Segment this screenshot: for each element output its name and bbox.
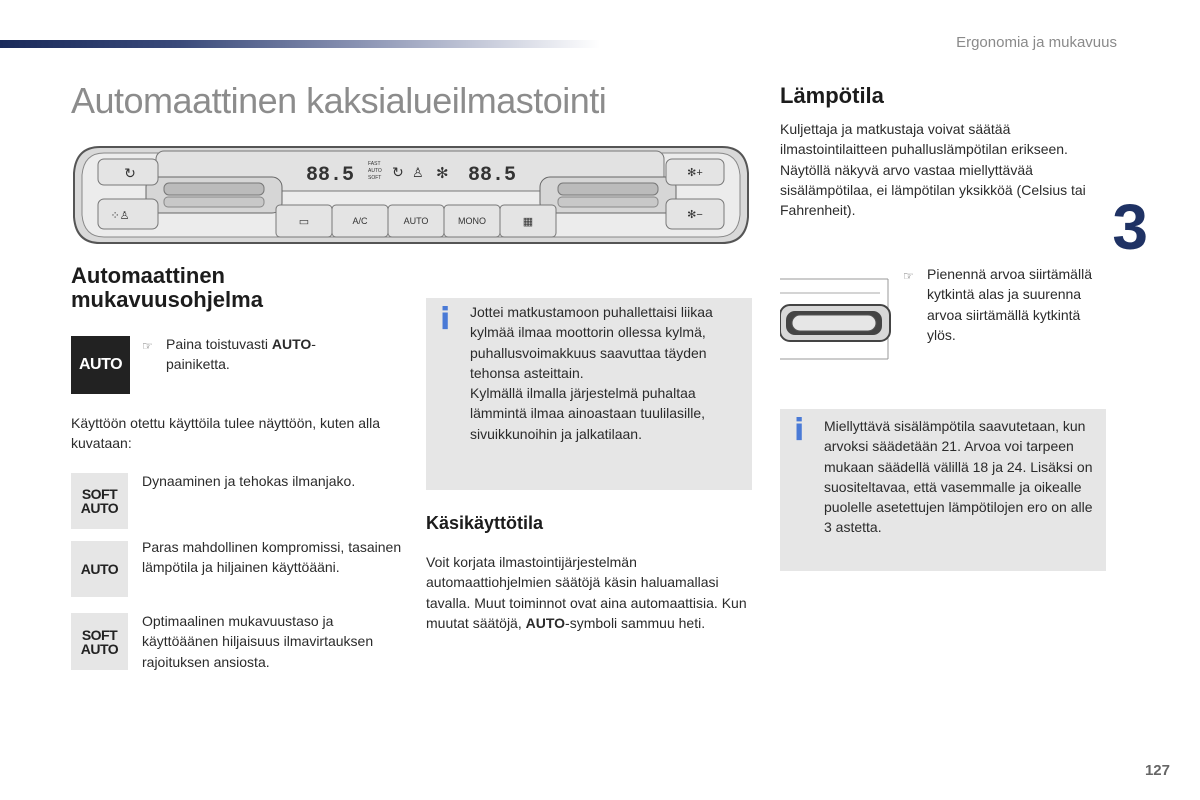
auto-program-section: [71, 264, 371, 312]
info-box-cold-start: [426, 298, 752, 490]
svg-text:AUTO: AUTO: [403, 216, 429, 226]
info-paragraph: Miellyttävä sisälämpötila saavutetaan, kun arvoksi säädetään 21. Arvoa voi tarpeen mukaan säädellä välillä 18 ja 24. Lisäksi on suositeltavaa, että vasemmalle ja oikealle puolelle asetettujen lämpötilojen ero on alle 3 astetta.: [824, 418, 1093, 536]
svg-text:FAST: FAST: [368, 161, 381, 167]
rear-defrost-icon: ▭: [298, 216, 310, 228]
info-paragraph: Kylmällä ilmalla järjestelmä puhaltaa lämmintä ilmaa ainoastaan tuulilasille, sivuikkunoihin ja jalkatilaan.: [470, 385, 706, 442]
manual-mode-text: Voit korjata ilmastointijärjestelmän automaattiohjelmien säätöjä käsin haluamallasi tavalla. Muut toiminnot ovat aina automaattisia. Kun muutat säätöjä, AUTO-symboli sammuu heti.: [426, 554, 747, 631]
manual-mode-heading: Käsikäyttötila: [426, 513, 544, 533]
fan-decrease-icon: ✻−: [687, 209, 703, 221]
page-number: 127: [1144, 762, 1170, 779]
info-box-comfort-temp: [780, 409, 1106, 571]
airflow-display-icon: ♙: [412, 165, 424, 180]
auto-program-heading: Automaattinen mukavuusohjelma: [71, 263, 263, 312]
seat-airflow-icon: ⁘♙: [110, 210, 130, 222]
hand-pointer-icon: ☞: [903, 269, 914, 283]
temperature-section: [780, 84, 884, 108]
info-paragraph: Jottei matkustamoon puhallettaisi liikaa kylmää ilmaa moottorin ollessa kylmä, puhallusvoimakkuus saavuttaa täyden tehonsa asteittain.: [470, 304, 713, 381]
auto-button-badge: AUTO: [71, 336, 130, 394]
chapter-number: 3: [1112, 191, 1148, 263]
svg-text:SOFT: SOFT: [368, 175, 382, 181]
temperature-switch-illustration: [780, 275, 895, 371]
windscreen-defrost-icon: ▦: [522, 216, 534, 228]
info-icon: i: [794, 413, 805, 448]
recirculation-icon: ↻: [124, 165, 136, 181]
svg-text:AUTO: AUTO: [368, 168, 382, 174]
fan-increase-icon: ✻+: [687, 167, 703, 179]
page-title: Automaattinen kaksialueilmastointi: [71, 80, 607, 121]
svg-text:88.5: 88.5: [468, 164, 517, 187]
soft-auto-badge: SOFT AUTO: [71, 613, 128, 670]
svg-text:MONO: MONO: [458, 216, 486, 226]
mode-description: Dynaaminen ja tehokas ilmanjako.: [142, 473, 356, 489]
hand-pointer-icon: ☞: [142, 339, 153, 353]
climate-control-panel-illustration: [70, 143, 752, 247]
auto-intro-text: Käyttöön otettu käyttöila tulee näyttöön, kuten alla kuvataan:: [71, 415, 380, 452]
temperature-bullet: ☞ Pienennä arvoa siirtämällä kytkintä alas ja suurenna arvoa siirtämällä kytkintä ylös.: [903, 264, 1108, 345]
recirc-display-icon: ↻: [392, 164, 404, 180]
info-icon: i: [440, 302, 451, 337]
header-decor-bar: [0, 40, 600, 48]
svg-text:A/C: A/C: [352, 216, 368, 226]
mode-description: Optimaalinen mukavuustaso ja käyttöäänen hiljaisuus ilmavirtauksen rajoituksen ansiosta.: [142, 613, 374, 670]
manual-mode-section: [426, 513, 543, 534]
auto-badge: AUTO: [71, 541, 128, 597]
temperature-text: Kuljettaja ja matkustaja voivat säätää ilmastointilaitteen puhalluslämpötilan erikseen. Näytöllä näkyvä arvo vastaa miellyttävää sisälämpötilaa, ei lämpötilan yksikköä (Celsius tai Fahrenheit).: [780, 121, 1086, 219]
mode-description: Paras mahdollinen kompromissi, tasainen lämpötila ja hiljainen käyttöääni.: [142, 539, 402, 576]
temperature-heading: Lämpötila: [780, 83, 884, 108]
soft-auto-badge: SOFT AUTO: [71, 473, 128, 529]
svg-text:88.5: 88.5: [306, 164, 355, 187]
section-name: Ergonomia ja mukavuus: [956, 34, 1117, 51]
fan-display-icon: ✻: [436, 165, 449, 182]
auto-instruction: ☞ Paina toistuvasti AUTO-painiketta.: [142, 334, 352, 375]
